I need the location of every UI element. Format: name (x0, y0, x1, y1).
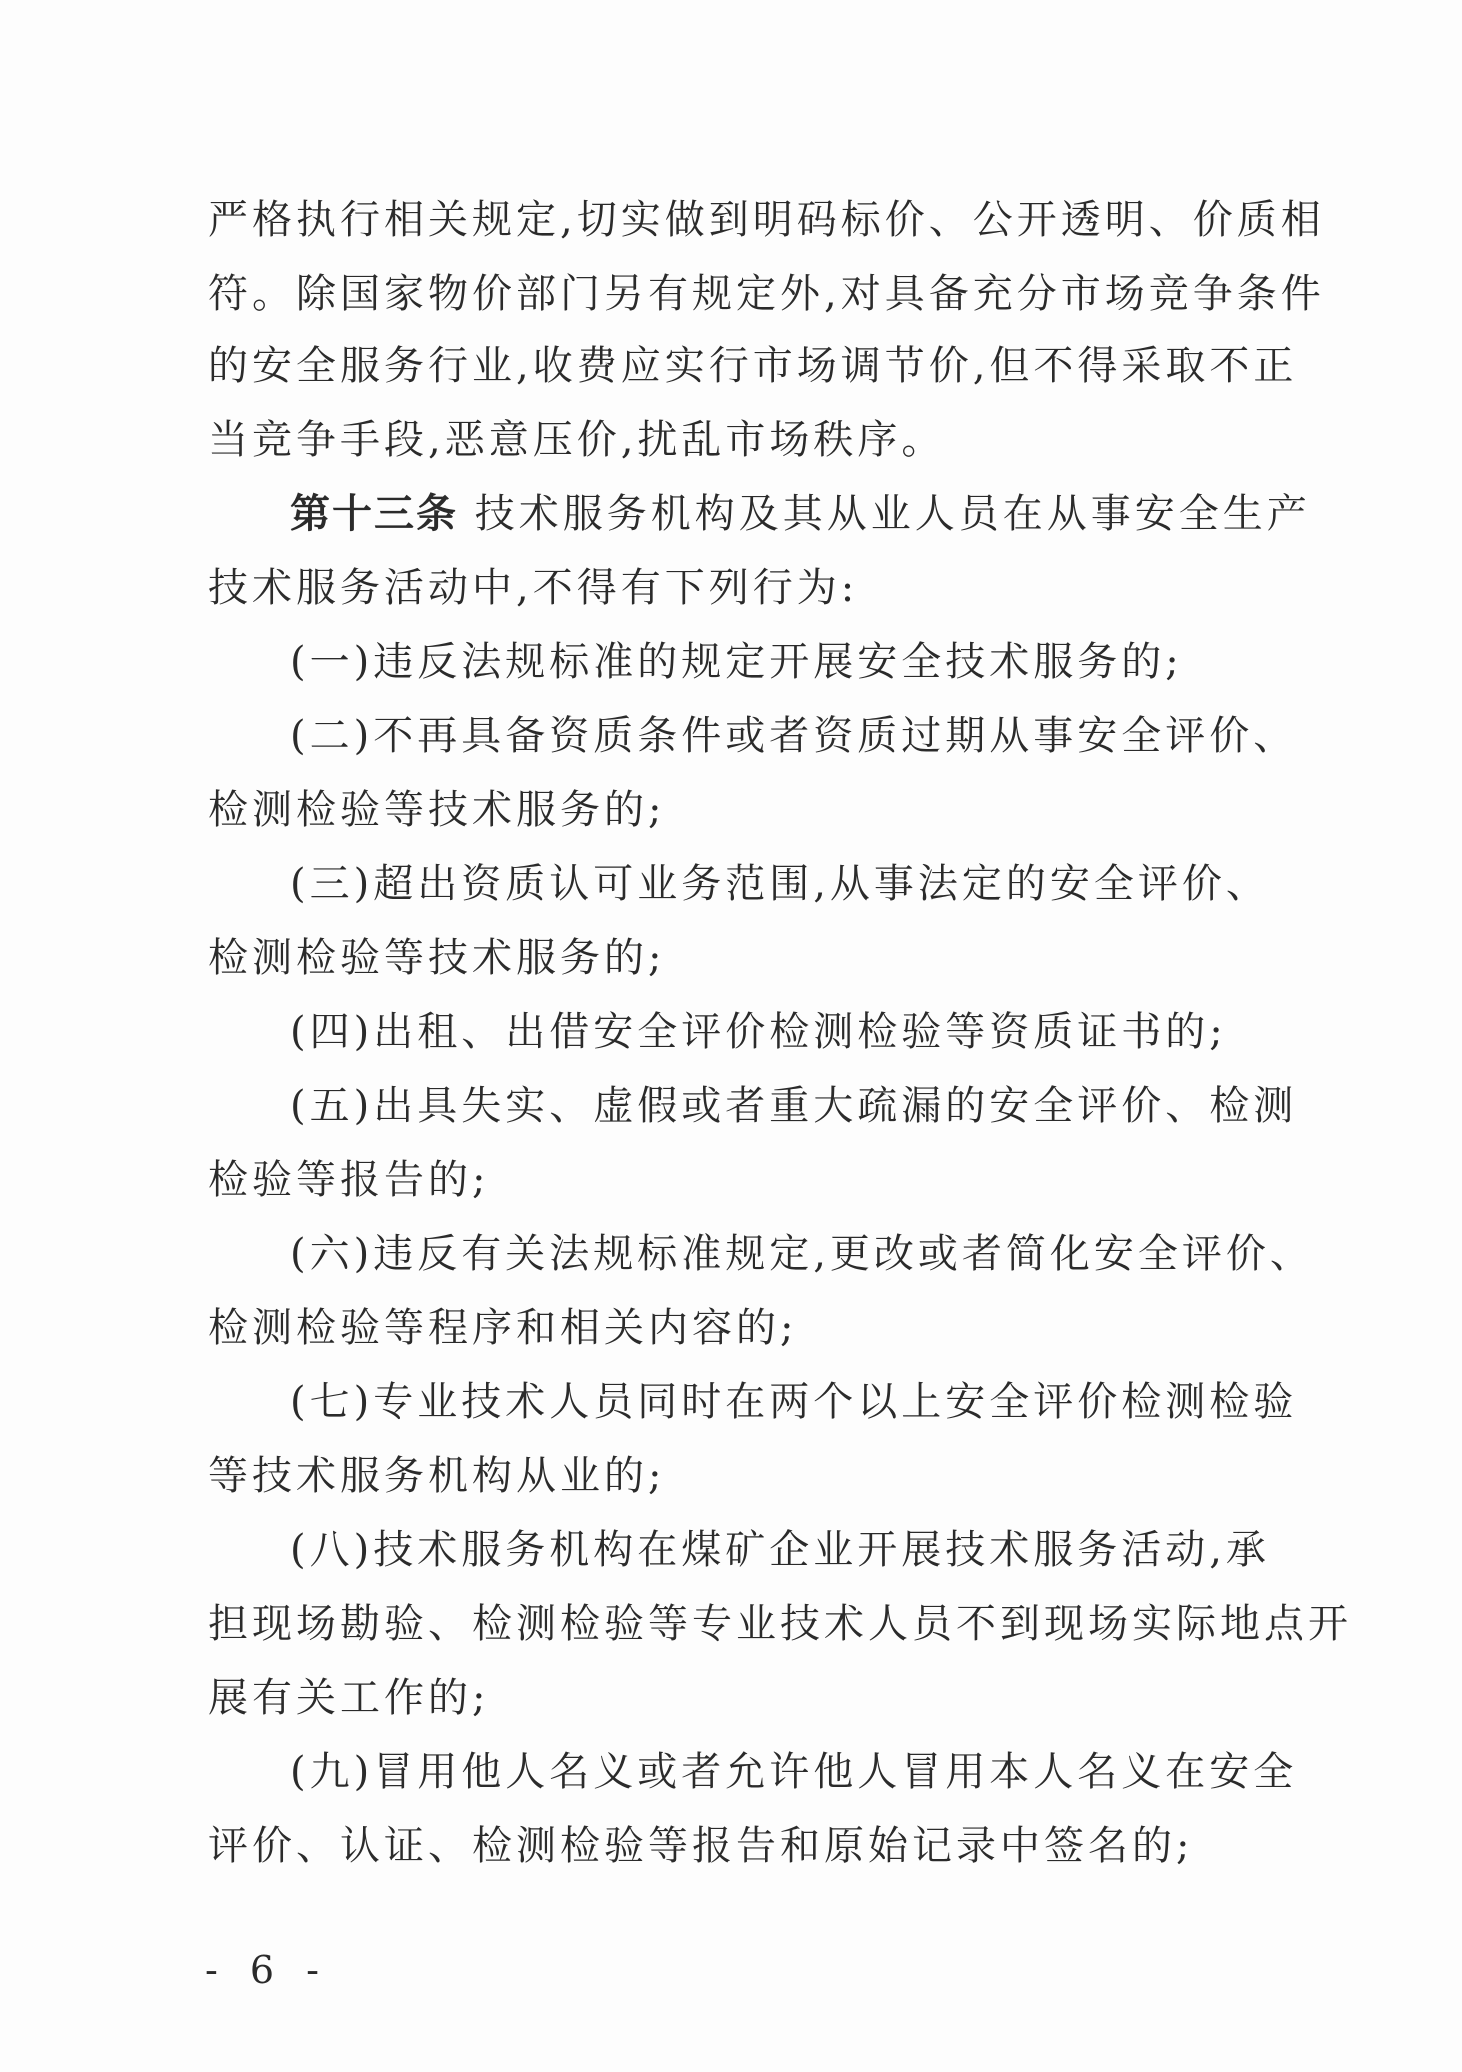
article-13-text: 技术服务机构及其从业人员在从事安全生产 (474, 491, 1311, 537)
list-item-2-line-2: 检测检验等技术服务的; (208, 787, 666, 833)
list-item-8-line-3: 展有关工作的; (208, 1675, 490, 1721)
list-item-7-line-1: (七)专业技术人员同时在两个以上安全评价检测检验 (290, 1379, 1298, 1425)
article-heading: 第十三条 (290, 490, 458, 537)
list-item-5-line-2: 检验等报告的; (208, 1157, 490, 1203)
list-item-8-line-2: 担现场勘验、检测检验等专业技术人员不到现场实际地点开 (208, 1601, 1352, 1647)
list-item-7-line-2: 等技术服务机构从业的; (208, 1453, 666, 1499)
list-item-2-line-1: (二)不再具备资质条件或者资质过期从事安全评价、 (290, 713, 1298, 759)
list-item-9-line-2: 评价、认证、检测检验等报告和原始记录中签名的; (208, 1823, 1194, 1869)
text-line-4: 当竞争手段,恶意压价,扰乱市场秩序。 (208, 417, 946, 463)
text-line-3: 的安全服务行业,收费应实行市场调节价,但不得采取不正 (208, 343, 1298, 389)
list-item-5-line-1: (五)出具失实、虚假或者重大疏漏的安全评价、检测 (290, 1083, 1298, 1129)
list-item-8-line-1: (八)技术服务机构在煤矿企业开展技术服务活动,承 (290, 1527, 1270, 1573)
list-item-9-line-1: (九)冒用他人名义或者允许他人冒用本人名义在安全 (290, 1749, 1298, 1795)
text-line-1: 严格执行相关规定,切实做到明码标价、公开透明、价质相 (208, 197, 1325, 243)
list-item-6-line-1: (六)违反有关法规标准规定,更改或者简化安全评价、 (290, 1231, 1314, 1277)
page-number: - 6 - (205, 1948, 330, 1992)
list-item-3-line-2: 检测检验等技术服务的; (208, 935, 666, 981)
text-line-2: 符。除国家物价部门另有规定外,对具备充分市场竞争条件 (208, 271, 1325, 317)
list-item-6-line-2: 检测检验等程序和相关内容的; (208, 1305, 798, 1351)
article-13-first-line (290, 490, 1311, 538)
list-item-1: (一)违反法规标准的规定开展安全技术服务的; (290, 639, 1183, 685)
text-line-6: 技术服务活动中,不得有下列行为: (208, 565, 859, 611)
list-item-3-line-1: (三)超出资质认可业务范围,从事法定的安全评价、 (290, 861, 1270, 907)
list-item-4: (四)出租、出借安全评价检测检验等资质证书的; (290, 1009, 1227, 1055)
